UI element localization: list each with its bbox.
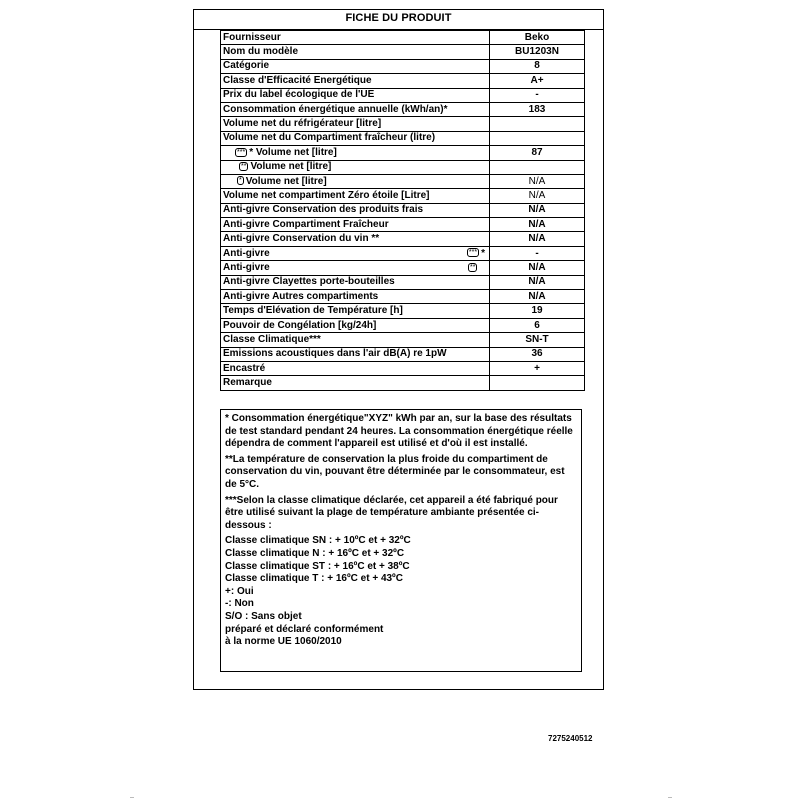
- compliance-standard: à la norme UE 1060/2010: [225, 636, 342, 648]
- two-star-group: [468, 262, 485, 274]
- note-energy: * Consommation énergétique"XYZ" kWh par an, sur la base des résultats de test standard pendant 24 heures. La consommation énergétique réelle dépendra de comment l'appareil est utilisé et d'où il est installé.: [225, 413, 573, 450]
- table-row: [221, 160, 585, 174]
- notes-box: [220, 409, 582, 672]
- row-label: Anti-givre Conservation des produits frais: [221, 203, 490, 217]
- row-label: Anti-givre Conservation du vin **: [221, 232, 490, 246]
- row-value: A+: [490, 74, 585, 88]
- sheet-title: FICHE DU PRODUIT: [345, 12, 452, 24]
- table-row: [221, 376, 585, 390]
- row-label: Volume net du réfrigérateur [litre]: [221, 117, 490, 131]
- row-value: N/A: [490, 203, 585, 217]
- table-row: [221, 131, 585, 145]
- row-value: 8: [490, 59, 585, 73]
- row-value: +: [490, 361, 585, 375]
- row-label: Prix du label écologique de l'UE: [221, 88, 490, 102]
- row-label: Anti-givre: [223, 247, 270, 259]
- row-label: Catégorie: [221, 59, 490, 73]
- row-label: Anti-givre Compartiment Fraîcheur: [221, 218, 490, 232]
- row-value: -: [490, 246, 585, 260]
- star-suffix: *: [481, 247, 485, 259]
- row-value: N/A: [490, 290, 585, 304]
- climate-class-st: Classe climatique ST : + 16ºC et + 38ºC: [225, 560, 410, 572]
- row-label: Anti-givre: [223, 261, 270, 273]
- row-label: Temps d'Elévation de Température [h]: [221, 304, 490, 318]
- row-label: Consommation énergétique annuelle (kWh/an)*: [221, 102, 490, 116]
- table-row: [221, 361, 585, 375]
- row-label: Encastré: [221, 361, 490, 375]
- row-label: Fournisseur: [221, 31, 490, 45]
- table-row: [221, 31, 585, 45]
- row-value: N/A: [490, 275, 585, 289]
- row-value: 183: [490, 102, 585, 116]
- row-label: Remarque: [221, 376, 490, 390]
- row-label: Nom du modèle: [221, 45, 490, 59]
- row-value: N/A: [490, 218, 585, 232]
- row-label-cell: [221, 246, 490, 260]
- legend-yes: +: Oui: [225, 585, 254, 597]
- row-label: Volume net [litre]: [250, 161, 332, 173]
- table-row: [221, 88, 585, 102]
- row-value: 36: [490, 347, 585, 361]
- row-label: Volume net [litre]: [255, 146, 337, 158]
- document-code: 7275240512: [548, 734, 593, 743]
- table-row: [221, 275, 585, 289]
- row-label: Classe Climatique***: [221, 333, 490, 347]
- row-value: N/A: [490, 261, 585, 275]
- table-row: [221, 117, 585, 131]
- table-row: [221, 59, 585, 73]
- table-row: [221, 333, 585, 347]
- one-star-icon: *: [239, 177, 242, 185]
- two-star-icon: **: [469, 263, 476, 271]
- row-label: Classe d'Efficacité Energétique: [221, 74, 490, 88]
- row-label: Emissions acoustiques dans l'air dB(A) re 1pW: [221, 347, 490, 361]
- row-value: [490, 117, 585, 131]
- table-row: [221, 146, 585, 160]
- row-label-cell: [221, 146, 490, 160]
- table-row: [221, 246, 585, 260]
- row-label: Anti-givre Clayettes porte-bouteilles: [221, 275, 490, 289]
- row-value: [490, 160, 585, 174]
- crop-mark: [130, 797, 134, 798]
- note-climate-class: ***Selon la classe climatique déclarée, cet appareil a été fabriqué pour être utilisé suivant la plage de température ambiante présentée ci-dessous :: [225, 494, 558, 531]
- row-value: 19: [490, 304, 585, 318]
- row-value: N/A: [490, 174, 585, 188]
- compliance-line: préparé et déclaré conformément: [225, 623, 384, 635]
- table-row: [221, 304, 585, 318]
- legend-not-applicable: S/O : Sans objet: [225, 610, 302, 622]
- row-label: Volume net du Compartiment fraîcheur (litre): [221, 131, 490, 145]
- row-value: SN-T: [490, 333, 585, 347]
- table-row: [221, 203, 585, 217]
- three-star-icon: ***: [237, 148, 246, 156]
- row-label: Pouvoir de Congélation [kg/24h]: [221, 318, 490, 332]
- table-row: [221, 218, 585, 232]
- table-row: [221, 318, 585, 332]
- row-value: N/A: [490, 189, 585, 203]
- row-label: Volume net compartiment Zéro étoile [Litre]: [221, 189, 490, 203]
- table-row: [221, 232, 585, 246]
- table-row: [221, 102, 585, 116]
- row-value: [490, 376, 585, 390]
- row-value: -: [490, 88, 585, 102]
- table-row: [221, 261, 585, 275]
- two-star-icon: **: [241, 163, 247, 171]
- table-row: [221, 347, 585, 361]
- climate-class-n: Classe climatique N : + 16ºC et + 32ºC: [225, 547, 405, 559]
- table-row: [221, 174, 585, 188]
- row-value: 6: [490, 318, 585, 332]
- row-value: Beko: [490, 31, 585, 45]
- row-value: BU1203N: [490, 45, 585, 59]
- star-suffix: *: [249, 146, 254, 158]
- crop-mark: [668, 797, 672, 798]
- legend-no: -: Non: [225, 598, 254, 610]
- row-label: Volume net [litre]: [245, 175, 327, 187]
- row-value: 87: [490, 146, 585, 160]
- table-row: [221, 290, 585, 304]
- three-star-icon: ***: [468, 249, 478, 257]
- row-value: [490, 131, 585, 145]
- row-label: Anti-givre Autres compartiments: [221, 290, 490, 304]
- note-wine-temperature: **La température de conservation la plus froide du compartiment de conservation du vin, pouvant être déterminée par le consommateur, est de 5°C.: [225, 453, 565, 490]
- row-label-cell: [221, 174, 490, 188]
- climate-class-sn: Classe climatique SN : + 10ºC et + 32ºC: [225, 535, 411, 547]
- spec-table: [220, 30, 585, 391]
- table-row: [221, 74, 585, 88]
- table-row: [221, 45, 585, 59]
- climate-class-t: Classe climatique T : + 16ºC et + 43ºC: [225, 573, 403, 585]
- three-star-group: [467, 248, 485, 260]
- row-value: N/A: [490, 232, 585, 246]
- table-row: [221, 189, 585, 203]
- row-label-cell: [221, 261, 490, 275]
- row-label-cell: [221, 160, 490, 174]
